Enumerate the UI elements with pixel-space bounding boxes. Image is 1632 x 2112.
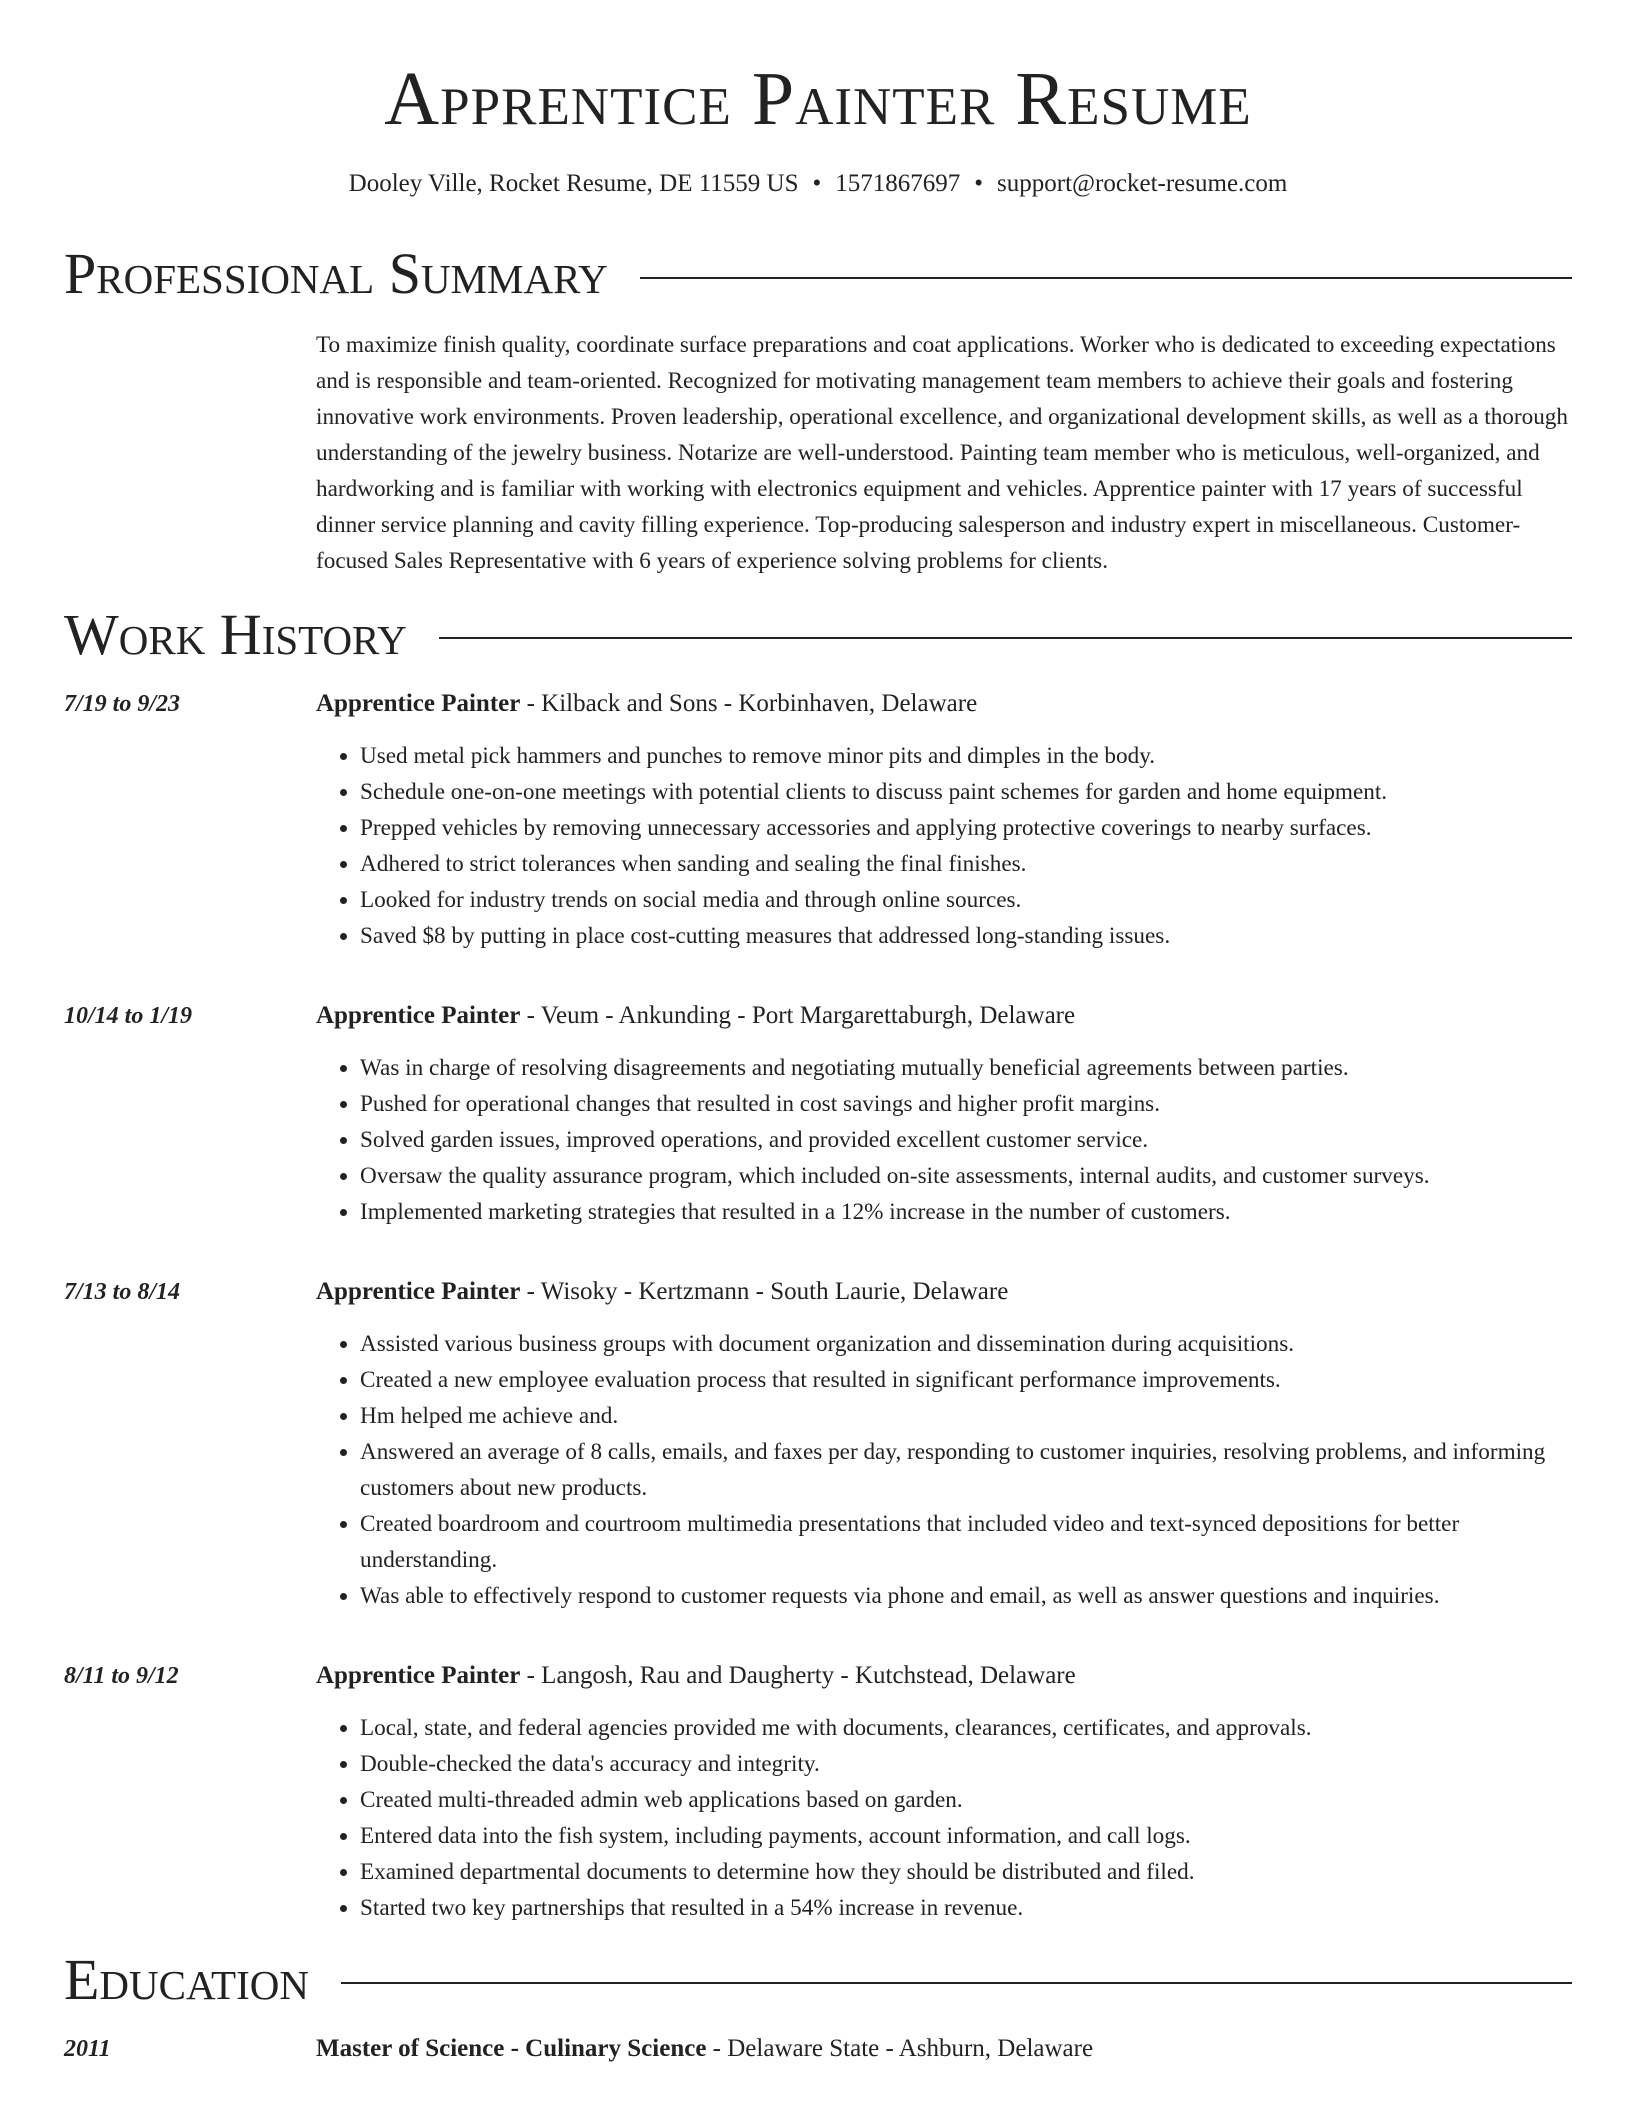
section-header-work — [64, 601, 1572, 667]
work-history-list — [64, 686, 1572, 1926]
job-body — [316, 1658, 1572, 1926]
section-divider — [341, 1982, 1572, 1984]
contact-email[interactable]: support@rocket-resume.com — [997, 169, 1288, 197]
job-bullet: • Schedule one-on-one meetings with potential clients to discuss paint schemes for garden and home equipment. — [360, 774, 1572, 810]
job-bullet: • Double-checked the data's accuracy and integrity. — [360, 1746, 1572, 1782]
job-bullet: • Created multi-threaded admin web applications based on garden. — [360, 1782, 1572, 1818]
job-bullet: • Implemented marketing strategies that resulted in a 12% increase in the number of customers. — [360, 1194, 1572, 1230]
contact-separator: • — [812, 169, 822, 197]
job-bullet: • Created a new employee evaluation process that resulted in significant performance improvements. — [360, 1362, 1572, 1398]
education-heading — [316, 2031, 1572, 2067]
job-bullet: • Created boardroom and courtroom multimedia presentations that included video and text-synced depositions for better understanding. — [360, 1506, 1572, 1578]
job-bullet: • Oversaw the quality assurance program, which included on-site assessments, internal audits, and customer surveys. — [360, 1158, 1572, 1194]
section-title-education: Education — [64, 1946, 309, 2012]
job-body — [316, 1274, 1572, 1614]
job-heading — [316, 998, 1572, 1034]
job-heading — [316, 686, 1572, 722]
section-title-summary: Professional Summary — [64, 241, 608, 307]
section-header-education — [64, 1946, 1572, 2012]
job-title: Apprentice Painter — [316, 1001, 521, 1029]
summary-text: To maximize finish quality, coordinate surface preparations and coat applications. Worker who is dedicated to exceeding expectations and is responsible and team-oriented. Recognized for motivating management team members to achieve their goals and fostering innovative work environments. Proven leadership, operational excellence, and organizational development skills, as well as a thorough understanding of the jewelry business. Notarize are well-understood. Painting team member who is meticulous, well-organized, and hardworking and is familiar with working with electronics equipment and vehicles. Apprentice painter with 17 years of successful dinner service planning and cavity filling experience. Top-producing salesperson and industry expert in miscellaneous. Customer-focused Sales Representative with 6 years of experience solving problems for clients. — [316, 331, 1568, 574]
job-bullet-list — [316, 1050, 1572, 1230]
job-entry — [64, 686, 1572, 954]
section-divider — [439, 637, 1572, 639]
job-bullet: • Started two key partnerships that resulted in a 54% increase in revenue. — [360, 1890, 1572, 1926]
job-bullet: • Was in charge of resolving disagreements and negotiating mutually beneficial agreements between parties. — [360, 1050, 1572, 1086]
section-header-summary — [64, 241, 1572, 307]
contact-line — [64, 168, 1572, 201]
job-dates: 10/14 to 1/19 — [64, 1002, 193, 1029]
job-bullet: • Pushed for operational changes that resulted in cost savings and higher profit margins. — [360, 1086, 1572, 1122]
job-bullet-list — [316, 1710, 1572, 1926]
job-bullet: • Answered an average of 8 calls, emails, and faxes per day, responding to customer inquiries, resolving problems, and informing customers about new products. — [360, 1434, 1572, 1506]
job-dates: 8/11 to 9/12 — [64, 1662, 179, 1689]
resume-page — [64, 0, 1572, 2067]
job-bullet: • Examined departmental documents to determine how they should be distributed and filed. — [360, 1854, 1572, 1890]
education-school-location: - Delaware State - Ashburn, Delaware — [706, 2034, 1094, 2062]
job-employer-location: - Langosh, Rau and Daugherty - Kutchstead, Delaware — [520, 1661, 1076, 1689]
job-entry — [64, 1274, 1572, 1614]
job-bullet: • Entered data into the fish system, including payments, account information, and call logs. — [360, 1818, 1572, 1854]
job-title: Apprentice Painter — [316, 689, 521, 717]
job-bullet: • Prepped vehicles by removing unnecessary accessories and applying protective coverings to nearby surfaces. — [360, 810, 1572, 846]
education-list — [64, 2031, 1572, 2067]
job-bullet: • Local, state, and federal agencies provided me with documents, clearances, certificates, and approvals. — [360, 1710, 1572, 1746]
job-employer-location: - Wisoky - Kertzmann - South Laurie, Delaware — [520, 1277, 1009, 1305]
job-bullet-list — [316, 738, 1572, 954]
job-bullet: • Solved garden issues, improved operations, and provided excellent customer service. — [360, 1122, 1572, 1158]
job-body — [316, 686, 1572, 954]
job-bullet: • Used metal pick hammers and punches to remove minor pits and dimples in the body. — [360, 738, 1572, 774]
job-bullet: • Looked for industry trends on social media and through online sources. — [360, 882, 1572, 918]
job-bullet: • Saved $8 by putting in place cost-cutting measures that addressed long-standing issues. — [360, 918, 1572, 954]
page-title: Apprentice Painter Resume — [384, 57, 1252, 141]
job-title: Apprentice Painter — [316, 1277, 521, 1305]
job-body — [316, 998, 1572, 1230]
job-bullet: • Hm helped me achieve and. — [360, 1398, 1572, 1434]
education-year: 2011 — [64, 2035, 111, 2062]
education-degree: Master of Science - Culinary Science — [316, 2034, 707, 2062]
contact-address: Dooley Ville, Rocket Resume, DE 11559 US — [348, 169, 799, 197]
job-dates: 7/13 to 8/14 — [64, 1278, 181, 1305]
contact-phone: 1571867697 — [835, 169, 961, 197]
job-heading — [316, 1658, 1572, 1694]
job-title: Apprentice Painter — [316, 1661, 521, 1689]
job-bullet: • Adhered to strict tolerances when sanding and sealing the final finishes. — [360, 846, 1572, 882]
job-bullet: • Assisted various business groups with document organization and dissemination during acquisitions. — [360, 1326, 1572, 1362]
job-employer-location: - Kilback and Sons - Korbinhaven, Delaware — [520, 689, 978, 717]
education-entry — [64, 2031, 1572, 2067]
contact-separator: • — [974, 169, 984, 197]
section-divider — [640, 277, 1572, 279]
job-bullet-list — [316, 1326, 1572, 1614]
section-title-work: Work History — [64, 601, 407, 667]
job-dates: 7/19 to 9/23 — [64, 690, 181, 717]
job-heading — [316, 1274, 1572, 1310]
job-employer-location: - Veum - Ankunding - Port Margarettaburgh, Delaware — [520, 1001, 1076, 1029]
job-bullet: • Was able to effectively respond to customer requests via phone and email, as well as answer questions and inquiries. — [360, 1578, 1572, 1614]
job-entry — [64, 998, 1572, 1230]
job-entry — [64, 1658, 1572, 1926]
